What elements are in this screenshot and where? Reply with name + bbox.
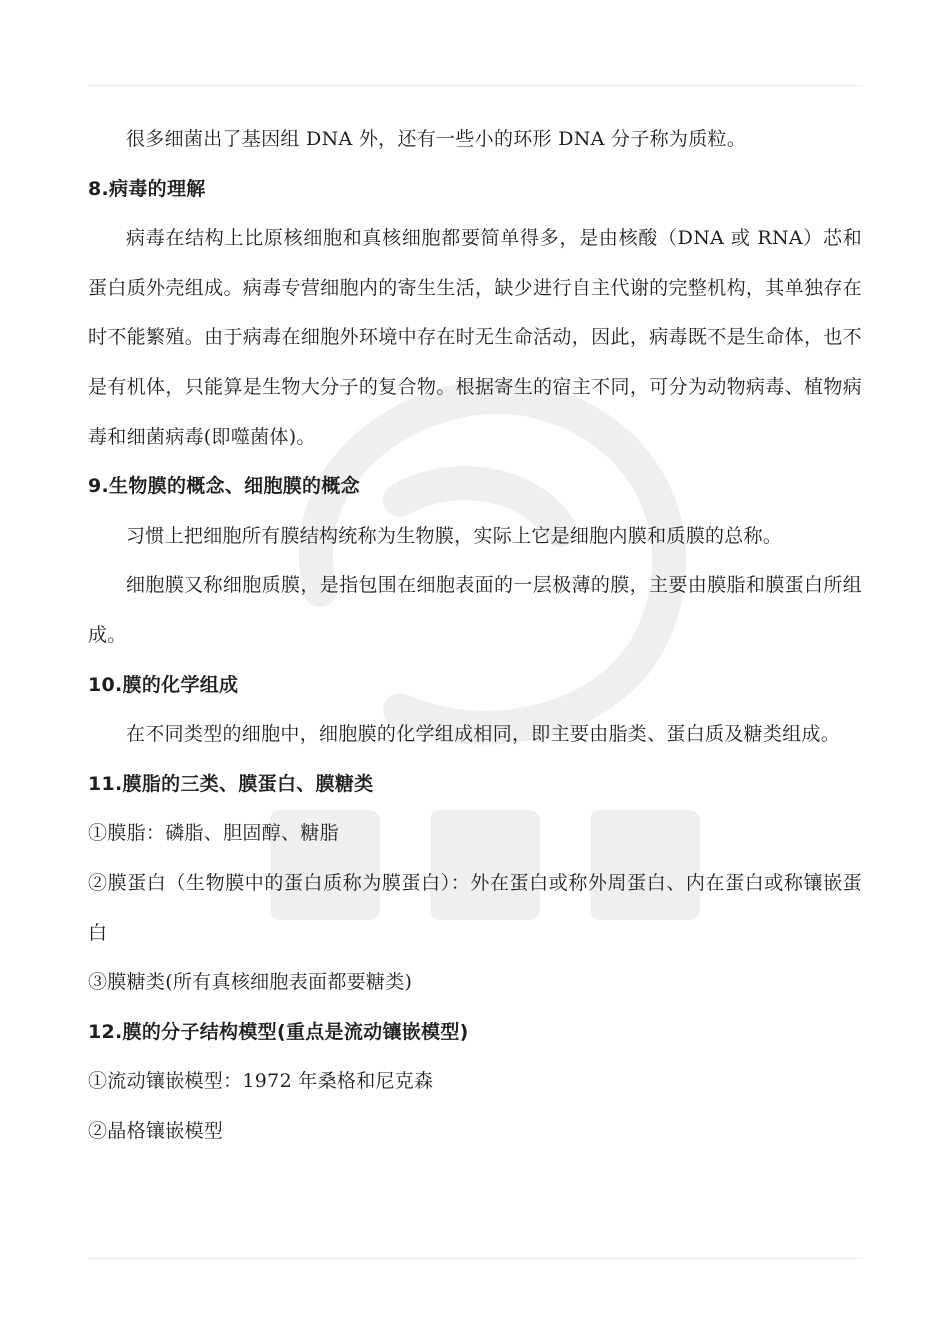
paragraph: 习惯上把细胞所有膜结构统称为生物膜，实际上它是细胞内膜和质膜的总称。	[126, 524, 783, 547]
list-item: ③膜糖类(所有真核细胞表面都要糖类)	[88, 971, 413, 994]
paragraph: 在不同类型的细胞中，细胞膜的化学组成相同，即主要由脂类、蛋白质及糖类组成。	[126, 723, 841, 746]
header-rule	[88, 85, 862, 86]
paragraph: 病毒在结构上比原核细胞和真核细胞都要简单得多，是由核酸（DNA 或 RNA）芯和蛋白质外壳组成。病毒专营细胞内的寄生生活，缺少进行自主代谢的完整机构，其单独存在时不能繁殖。由于病毒在细胞外环境中存在时无生命活动，因此，病毒既不是生命体，也不是有机体，只能算是生物大分子的复合物。根据寄生的宿主不同，可分为动物病毒、植物病毒和细菌病毒(即噬菌体)。	[88, 227, 862, 448]
section-heading: 12.膜的分子结构模型(重点是流动镶嵌模型)	[88, 1020, 469, 1043]
section-heading: 9.生物膜的概念、细胞膜的概念	[88, 475, 360, 498]
list-item: ①流动镶嵌模型：1972 年桑格和尼克森	[88, 1070, 434, 1093]
section-heading: 10.膜的化学组成	[88, 673, 239, 696]
paragraph: 很多细菌出了基因组 DNA 外，还有一些小的环形 DNA 分子称为质粒。	[126, 128, 747, 150]
footer-rule	[88, 1258, 862, 1259]
list-item: ②晶格镶嵌模型	[88, 1119, 224, 1142]
list-item: ①膜脂：磷脂、胆固醇、糖脂	[88, 822, 339, 845]
section-heading: 11.膜脂的三类、膜蛋白、膜糖类	[88, 772, 374, 795]
paragraph: 细胞膜又称细胞质膜，是指包围在细胞表面的一层极薄的膜，主要由膜脂和膜蛋白所组成。	[88, 574, 862, 646]
list-item: ②膜蛋白（生物膜中的蛋白质称为膜蛋白）：外在蛋白或称外周蛋白、内在蛋白或称镶嵌蛋白	[88, 871, 862, 944]
document-body	[88, 115, 862, 1156]
section-heading: 8.病毒的理解	[88, 177, 206, 200]
